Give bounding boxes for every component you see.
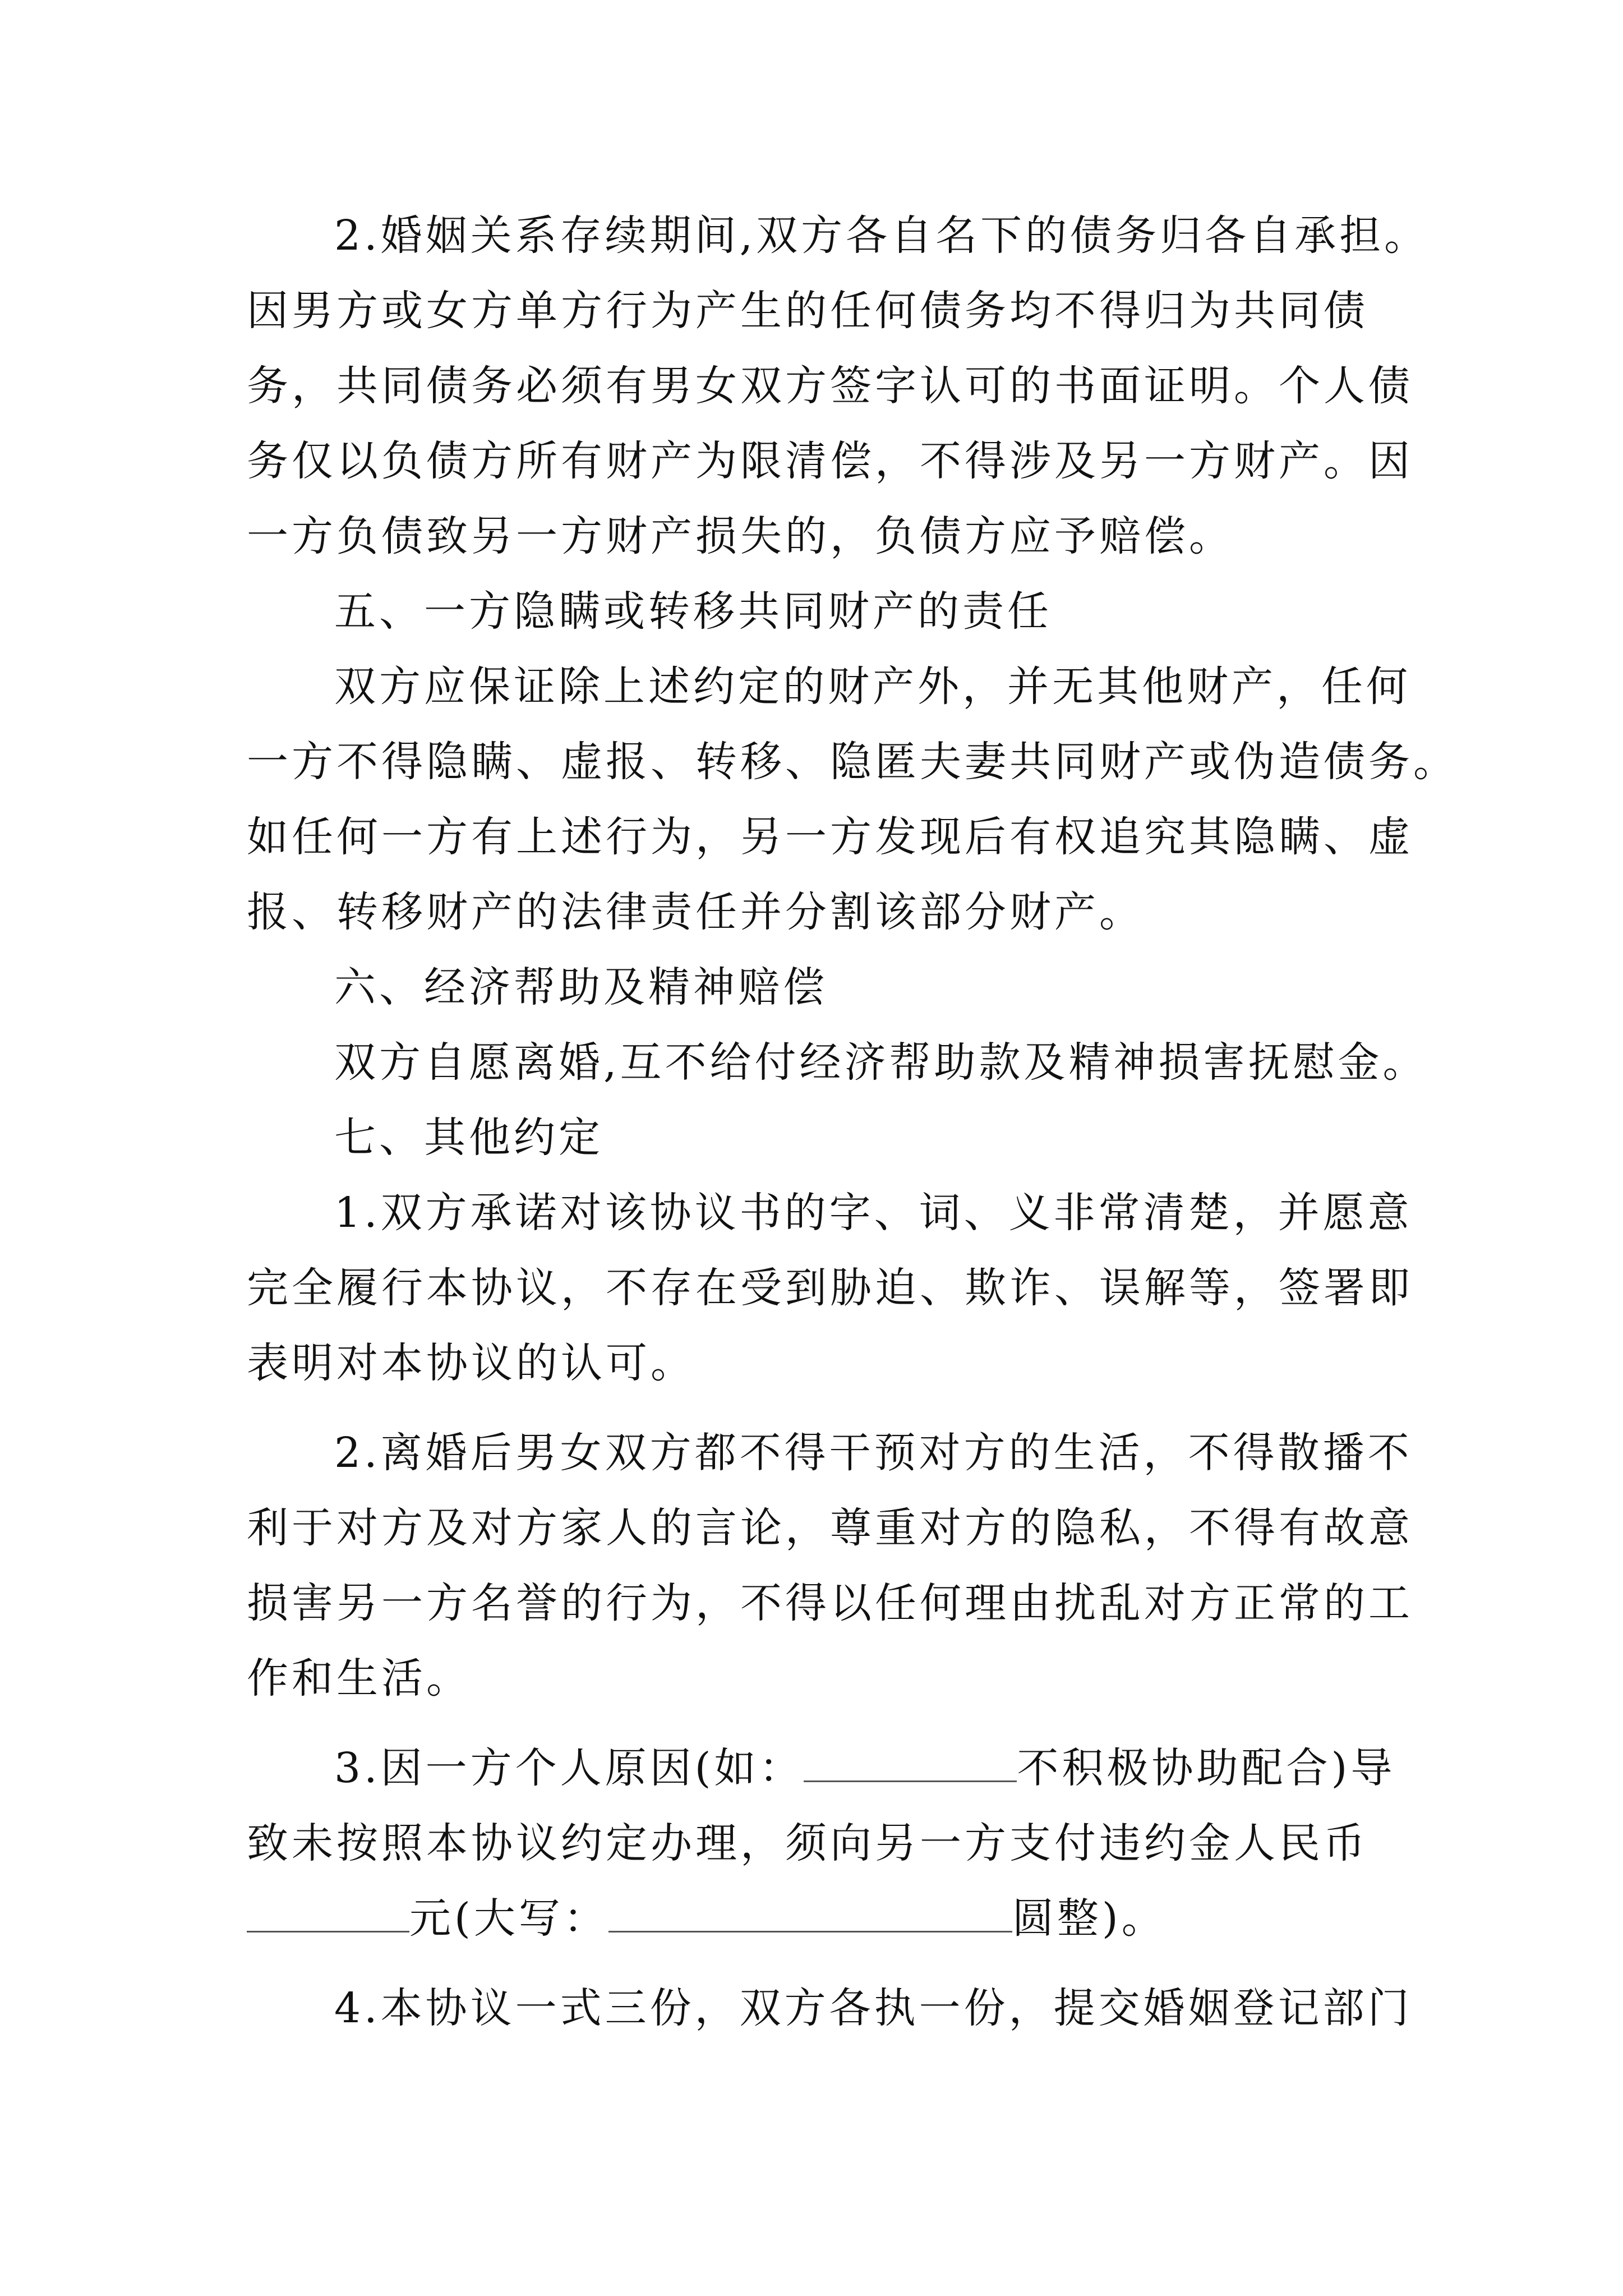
paragraph-line: 报、转移财产的法律责任并分割该部分财产。 [247, 888, 1144, 936]
paragraph-line: 致未按照本协议约定办理，须向另一方支付违约金人民币 [247, 1819, 1368, 1867]
paragraph-line: 4.本协议一式三份，双方各执一份，提交婚姻登记部门 [334, 1984, 1413, 2032]
paragraph-line: 表明对本协议的认可。 [247, 1339, 695, 1387]
paragraph-line: 如任何一方有上述行为，另一方发现后有权追究其隐瞒、虚 [247, 813, 1413, 861]
paragraph-line: 双方自愿离婚,互不给付经济帮助款及精神损害抚慰金。 [334, 1038, 1428, 1087]
paragraph-line [334, 1740, 1467, 1796]
text-segment: 圆整)。 [1012, 1894, 1166, 1943]
paragraph-line [247, 1890, 1380, 1947]
text-segment: 不积极协助配合)导 [1017, 1744, 1396, 1792]
paragraph-line: 一方不得隐瞒、虚报、转移、隐匿夫妻共同财产或伪造债务。 [247, 738, 1458, 786]
paragraph-line: 务，共同债务必须有男女双方签字认可的书面证明。个人债 [247, 362, 1413, 410]
text-segment: 3.因一方个人原因(如： [334, 1744, 804, 1792]
paragraph-line: 务仅以负债方所有财产为限清偿，不得涉及另一方财产。因 [247, 437, 1413, 485]
section-heading-6: 六、经济帮助及精神赔偿 [334, 963, 828, 1011]
fill-in-blank[interactable] [608, 1890, 1012, 1932]
section-heading-7: 七、其他约定 [334, 1114, 603, 1162]
paragraph-line: 一方负债致另一方财产损失的，负债方应予赔偿。 [247, 512, 1234, 560]
fill-in-blank[interactable] [247, 1890, 409, 1932]
paragraph-line: 作和生活。 [247, 1654, 471, 1703]
paragraph-line: 2.离婚后男女双方都不得干预对方的生活，不得散播不 [334, 1429, 1413, 1477]
paragraph-line: 因男方或女方单方行为产生的任何债务均不得归为共同债 [247, 287, 1368, 335]
paragraph-line: 1.双方承诺对该协议书的字、词、义非常清楚，并愿意 [334, 1189, 1413, 1237]
fill-in-blank[interactable] [804, 1740, 1017, 1782]
paragraph-line: 双方应保证除上述约定的财产外，并无其他财产，任何 [334, 662, 1411, 711]
paragraph-line: 完全履行本协议，不存在受到胁迫、欺诈、误解等，签署即 [247, 1264, 1413, 1312]
section-heading-5: 五、一方隐瞒或转移共同财产的责任 [334, 587, 1052, 636]
paragraph-line: 2.婚姻关系存续期间,双方各自名下的债务归各自承担。 [334, 211, 1430, 260]
paragraph-line: 损害另一方名誉的行为，不得以任何理由扰乱对方正常的工 [247, 1579, 1413, 1627]
text-segment: 元(大写： [409, 1894, 608, 1943]
paragraph-line: 利于对方及对方家人的言论，尊重对方的隐私，不得有故意 [247, 1504, 1413, 1552]
